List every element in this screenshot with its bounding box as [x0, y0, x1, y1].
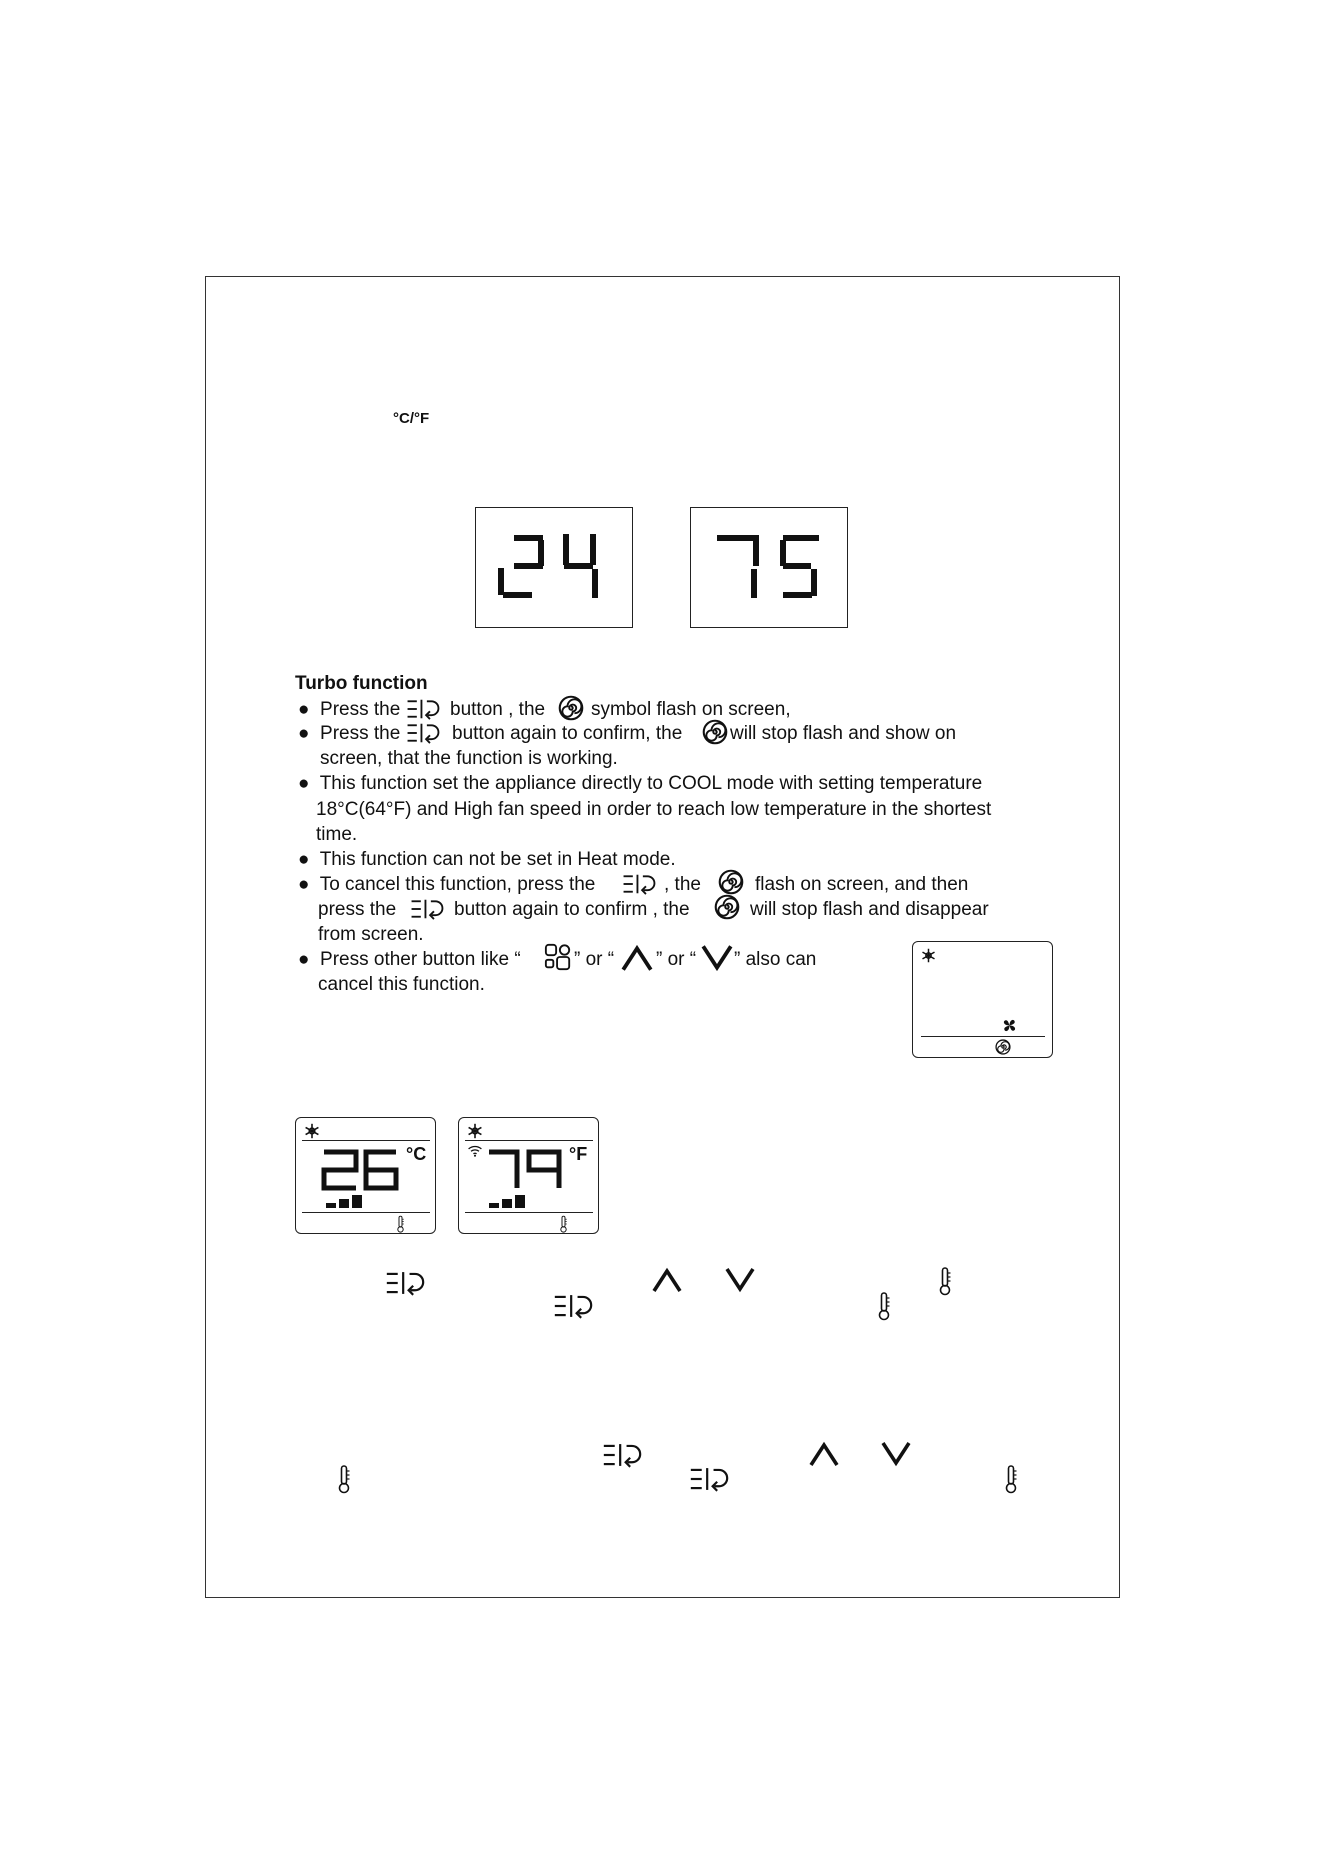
bullet: ●: [298, 773, 310, 794]
turbo-text: This function can not be set in Heat mode.: [319, 849, 676, 870]
turbo-text: cancel this function.: [318, 974, 485, 995]
unit-switch-label: °C/°F: [393, 410, 430, 427]
lcd-panel-fahrenheit: [458, 1117, 599, 1234]
lcd-fahrenheit-unit: °F: [569, 1144, 588, 1164]
turbo-text: 18°C(64°F) and High fan speed in order to reach low temperature in the shortest: [316, 799, 992, 820]
mode-swing-icon: [406, 698, 440, 720]
turbo-text: Press the: [320, 723, 401, 744]
fan-icon: [1001, 1017, 1018, 1034]
turbo-text: press the: [318, 899, 397, 920]
up-arrow-icon: [808, 1441, 840, 1467]
mode-swing-icon: [622, 873, 656, 895]
mode-key-icon: [544, 943, 572, 971]
thermometer-icon: [396, 1215, 405, 1233]
turbo-icon: [995, 1039, 1011, 1055]
cool-snowflake-icon: [921, 948, 936, 963]
turbo-text: flash on screen, and then: [755, 874, 969, 895]
mode-swing-icon: [602, 1442, 642, 1468]
thermometer-icon: [1004, 1464, 1018, 1494]
mode-swing-icon: [553, 1293, 593, 1319]
turbo-text: screen, that the function is working.: [320, 748, 618, 769]
turbo-icon: [718, 869, 744, 895]
lcd-fahrenheit-digits: [459, 1118, 600, 1235]
turbo-text: will stop flash and show on: [730, 723, 957, 744]
turbo-icon: [714, 894, 740, 920]
thermometer-icon: [559, 1215, 568, 1233]
lcd-panel-celsius: [295, 1117, 436, 1234]
thermometer-icon: [337, 1464, 351, 1494]
turbo-bullet-6: [298, 947, 521, 972]
turbo-bullet-4: [298, 847, 676, 872]
turbo-icon: [558, 695, 584, 721]
lcd-separator: [921, 1036, 1045, 1037]
mode-swing-icon: [689, 1466, 729, 1492]
turbo-text: button again to confirm, the: [452, 723, 683, 744]
turbo-text: button again to confirm , the: [454, 899, 690, 920]
turbo-text: from screen.: [318, 924, 424, 945]
turbo-text: ” or “: [574, 949, 615, 970]
turbo-text: Press other button like “: [320, 949, 521, 970]
turbo-bullet-1: [298, 697, 400, 722]
celsius-display: [475, 507, 633, 628]
mode-swing-icon: [410, 898, 444, 920]
thermometer-icon: [938, 1266, 952, 1296]
turbo-text: ” or “: [656, 949, 697, 970]
celsius-seven-segment: [476, 508, 634, 629]
down-arrow-icon: [724, 1267, 756, 1293]
turbo-text: This function set the appliance directly to COOL mode with setting temperature: [319, 773, 983, 794]
turbo-icon: [702, 719, 728, 745]
down-arrow-icon: [700, 944, 734, 972]
down-arrow-icon: [880, 1441, 912, 1467]
mode-swing-icon: [385, 1270, 425, 1296]
fahrenheit-display: [690, 507, 848, 628]
mode-swing-icon: [406, 722, 440, 744]
up-arrow-icon: [651, 1267, 683, 1293]
turbo-text: button , the: [450, 699, 546, 720]
thermometer-icon: [877, 1291, 891, 1321]
lcd-separator: [302, 1212, 430, 1213]
turbo-bullet-2: [298, 721, 400, 746]
turbo-bullet-3: [298, 771, 982, 796]
bullet: ●: [298, 874, 310, 895]
bullet: ●: [298, 949, 310, 970]
lcd-celsius-digits: [296, 1118, 437, 1235]
turbo-text: time.: [316, 824, 358, 845]
turbo-text: ” also can: [734, 949, 817, 970]
turbo-text: symbol flash on screen,: [591, 699, 791, 720]
lcd-celsius-unit: °C: [406, 1144, 427, 1164]
turbo-text: , the: [664, 874, 701, 895]
turbo-heading: Turbo function: [295, 673, 428, 694]
turbo-bullet-5: [298, 872, 595, 897]
bullet: ●: [298, 723, 310, 744]
turbo-lcd-panel: [912, 941, 1053, 1058]
fahrenheit-seven-segment: [691, 508, 849, 629]
lcd-separator: [465, 1212, 593, 1213]
turbo-text: Press the: [320, 699, 401, 720]
up-arrow-icon: [620, 944, 654, 972]
turbo-text: To cancel this function, press the: [319, 874, 596, 895]
bullet: ●: [298, 699, 310, 720]
bullet: ●: [298, 849, 310, 870]
turbo-text: will stop flash and disappear: [750, 899, 989, 920]
